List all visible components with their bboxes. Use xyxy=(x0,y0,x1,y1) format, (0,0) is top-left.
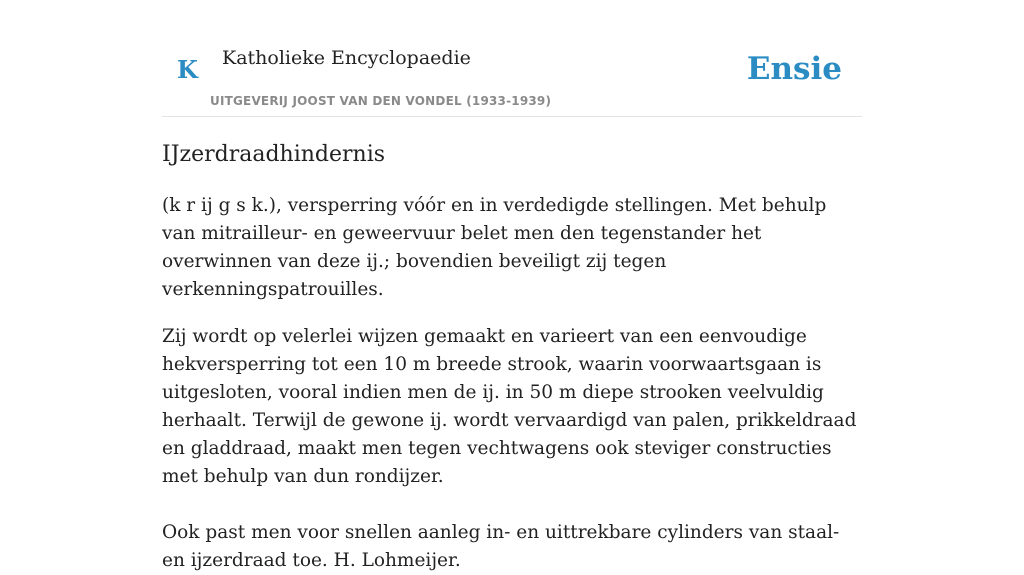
article-body xyxy=(162,138,862,575)
article-title: IJzerdraadhindernis xyxy=(162,142,386,167)
publisher-label: UITGEVERIJ JOOST VAN DEN VONDEL (1933-1939) xyxy=(210,94,552,108)
site-title-link[interactable]: Katholieke Encyclopaedie xyxy=(222,47,471,69)
article-paragraph: Ook past men voor snellen aanleg in- en uittrekbare cylinders van staal- en ijzerdraad toe. H. Lohmeijer. xyxy=(162,522,840,571)
ensie-brand-link[interactable]: Ensie xyxy=(746,51,842,87)
encyclopedia-logo[interactable]: K xyxy=(177,55,198,84)
site-header xyxy=(162,0,862,117)
article-paragraph: (k r ij g s k.), versperring vóór en in verdedigde stellingen. Met behulp van mitrailleur- en geweervuur belet men den tegenstander het overwinnen van deze ij.; bovendien beveiligt zij tegen verkenningspatrouilles. xyxy=(162,195,827,300)
article-paragraph: Zij wordt op velerlei wijzen gemaakt en varieert van een eenvoudige hekversperring tot een 10 m breede strook, waarin voorwaartsgaan is uitgesloten, vooral indien men de ij. in 50 m diepe strooken veelvuldig herhaalt. Terwijl de gewone ij. wordt vervaardigd van palen, prikkeldraad en gladdraad, maakt men tegen vechtwagens ook steviger constructies met behulp van dun rondijzer. xyxy=(162,326,857,487)
